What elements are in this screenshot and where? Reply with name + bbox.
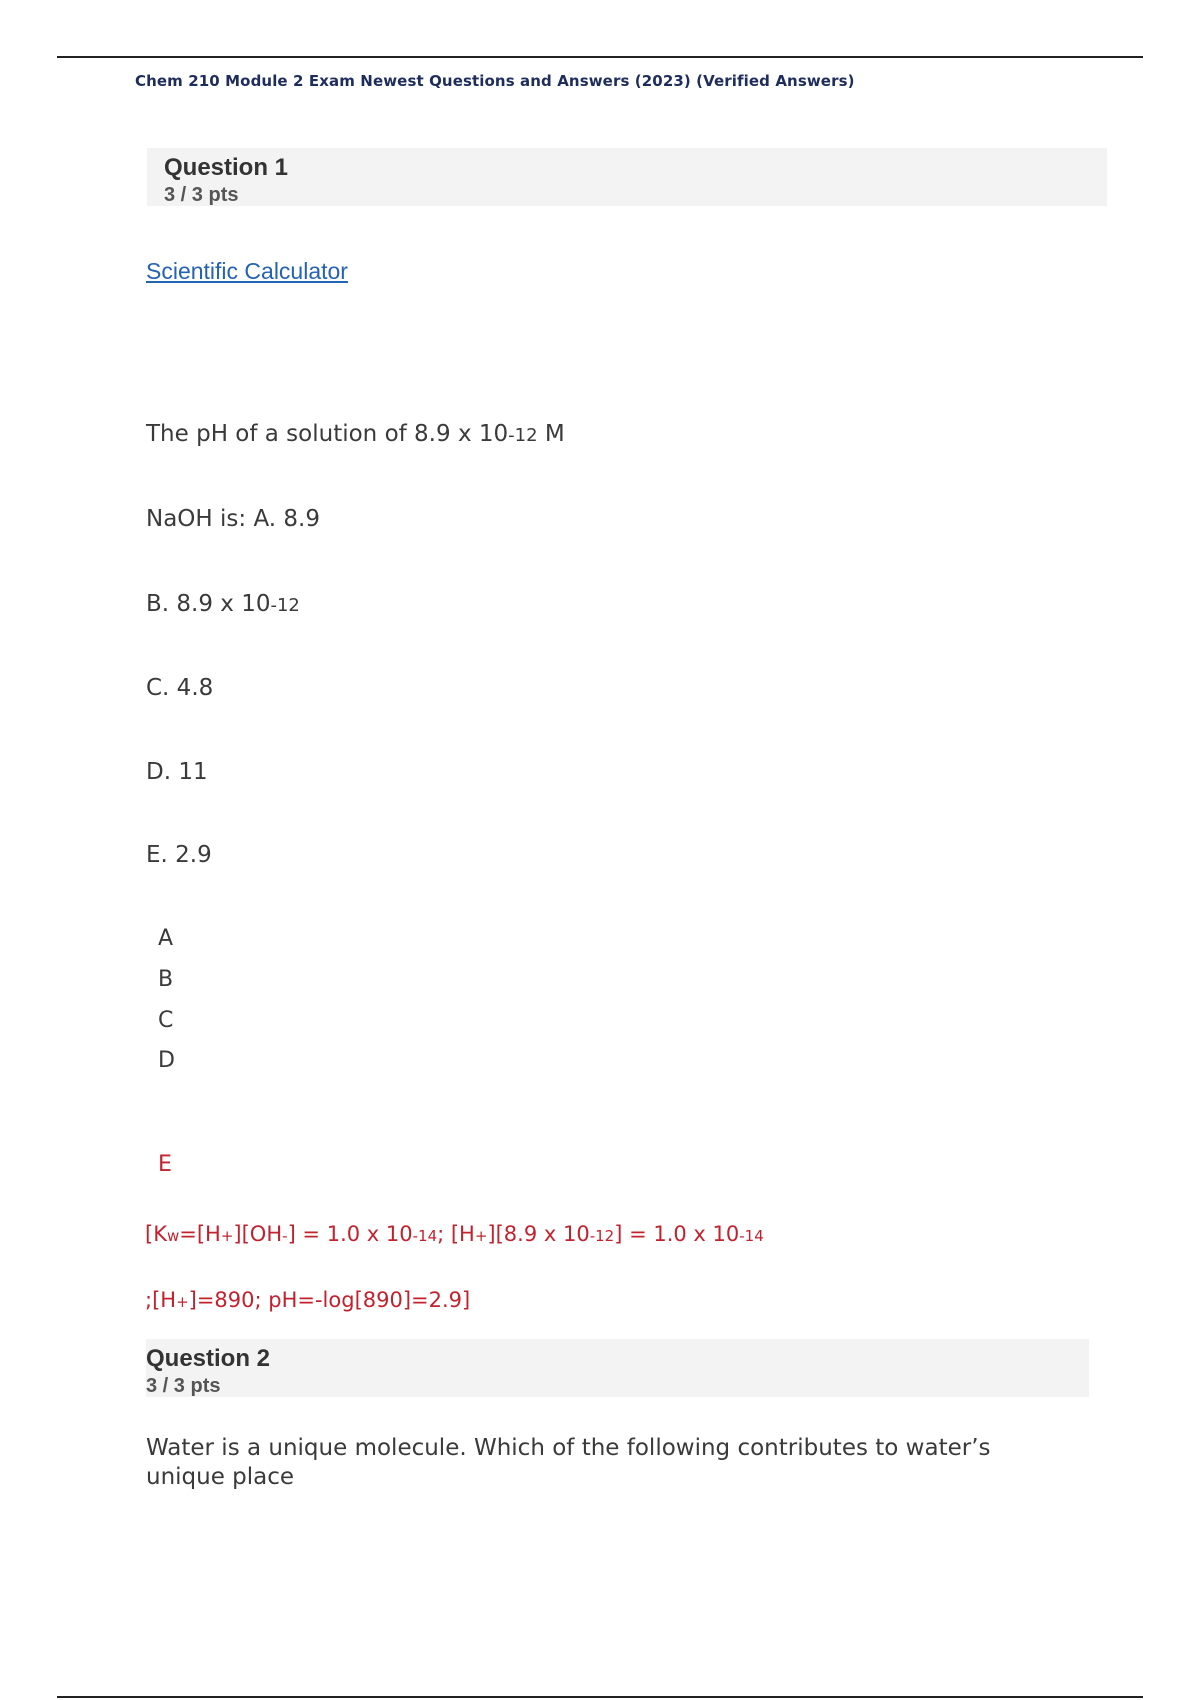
expl-part: ] = 1.0 x 10 <box>614 1222 740 1246</box>
expl-part: ]=890; pH=-log[890]=2.9] <box>188 1288 471 1312</box>
explanation-line-2 <box>145 1288 470 1312</box>
question-2-points: 3 / 3 pts <box>146 1375 221 1397</box>
stem-text: The pH of a solution of 8.9 x 10 <box>146 421 509 447</box>
expl-part: ][8.9 x 10 <box>487 1222 590 1246</box>
answer-option-d[interactable]: D <box>158 1048 175 1073</box>
answer-option-c[interactable]: C <box>158 1008 174 1033</box>
stem-exponent: -12 <box>508 425 538 446</box>
expl-sup: -14 <box>412 1227 438 1245</box>
expl-sup: - <box>282 1227 288 1245</box>
expl-sup: -12 <box>589 1227 615 1245</box>
choice-d-text: D. 11 <box>146 759 208 785</box>
document-title: Chem 210 Module 2 Exam Newest Questions and Answers (2023) (Verified Answers) <box>135 72 855 90</box>
expl-sup: + <box>474 1227 488 1245</box>
answer-option-b[interactable]: B <box>158 967 174 992</box>
explanation-line-1 <box>145 1222 764 1246</box>
question-2-header <box>146 1339 1089 1397</box>
question-2-title: Question 2 <box>146 1345 271 1372</box>
question-2-stem: Water is a unique molecule. Which of the following contributes to water’s unique place <box>146 1435 991 1490</box>
question-1-header <box>147 148 1107 206</box>
question-1-title: Question 1 <box>164 154 289 181</box>
bottom-rule <box>57 1696 1143 1698</box>
expl-part: =[H <box>179 1222 221 1246</box>
choice-c-text: C. 4.8 <box>146 675 214 701</box>
expl-sup: + <box>176 1293 189 1311</box>
expl-part: ] = 1.0 x 10 <box>287 1222 413 1246</box>
answer-option-a[interactable]: A <box>158 926 174 951</box>
choice-b-exponent: -12 <box>270 595 300 616</box>
choice-b-base: B. 8.9 x 10 <box>146 591 271 617</box>
question-1-points: 3 / 3 pts <box>164 184 239 206</box>
question-1-stem-line-2: NaOH is: A. 8.9 <box>146 506 320 532</box>
answer-option-e-correct[interactable]: E <box>158 1152 172 1177</box>
stem-unit: M <box>537 421 565 447</box>
expl-sup: + <box>220 1227 234 1245</box>
expl-sub: w <box>166 1227 180 1245</box>
expl-part: ; [H <box>437 1222 475 1246</box>
expl-part: ][OH <box>233 1222 283 1246</box>
choice-b-text <box>146 591 300 617</box>
expl-sup: -14 <box>739 1227 764 1245</box>
scientific-calculator-link[interactable]: Scientific Calculator <box>146 258 348 284</box>
question-1-stem-line-1 <box>146 421 565 447</box>
choice-e-text: E. 2.9 <box>146 842 212 868</box>
expl-part: [K <box>145 1222 167 1246</box>
expl-part: ;[H <box>145 1288 177 1312</box>
top-rule <box>57 56 1143 58</box>
